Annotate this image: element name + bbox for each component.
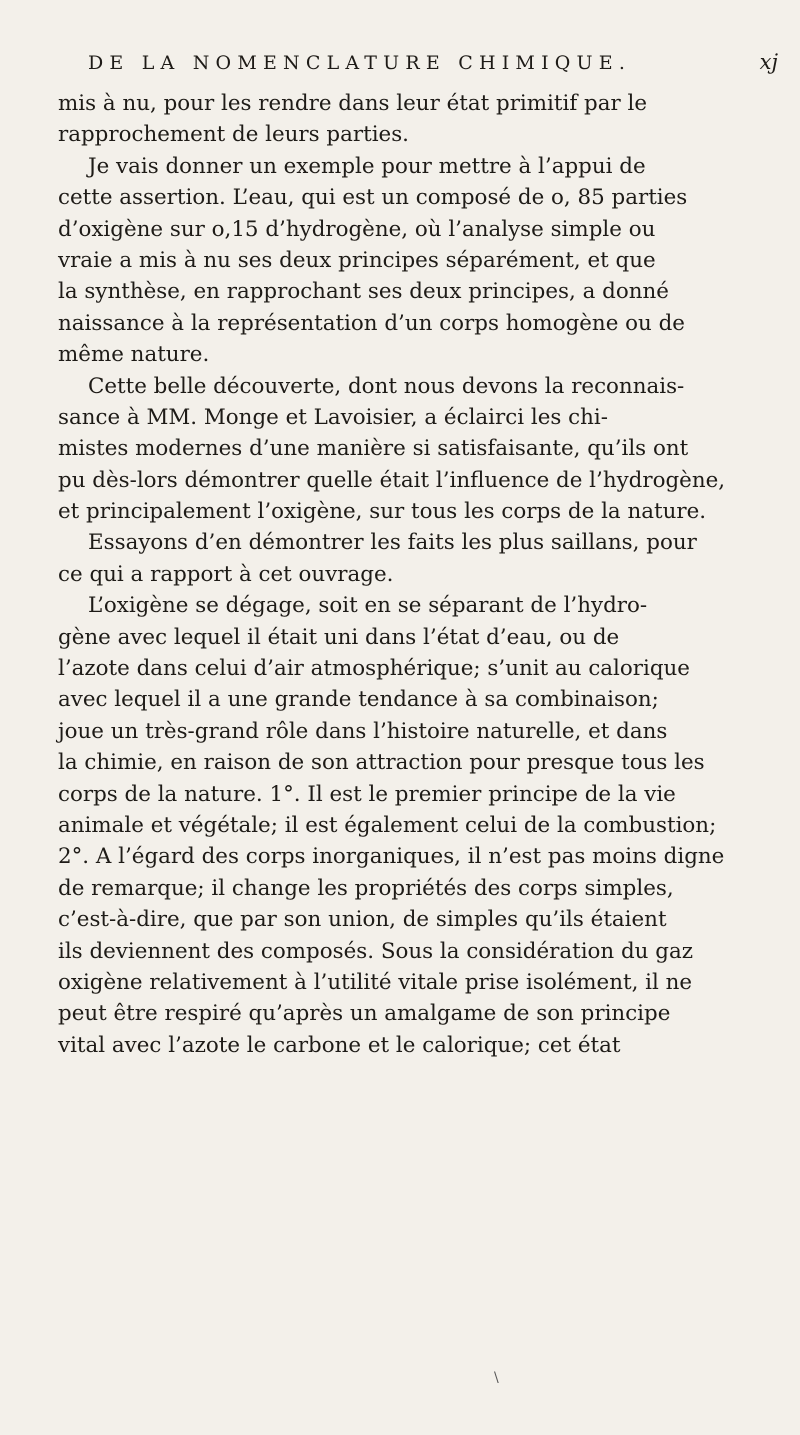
text-line: cette assertion. L’eau, qui est un composé de o, 85 parties	[58, 185, 688, 211]
text-line: et principalement l’oxigène, sur tous les corps de la nature.	[58, 499, 707, 525]
text-line: pu dès-lors démontrer quelle était l’influence de l’hydrogène,	[58, 467, 726, 493]
text-line: la synthèse, en rapprochant ses deux principes, a donné	[58, 279, 669, 305]
text-line: c’est-à-dire, que par son union, de simples qu’ils étaient	[58, 907, 667, 933]
paragraph-start-line: Je vais donner un exemple pour mettre à l’appui de	[88, 153, 646, 179]
stray-print-mark: \	[494, 1370, 499, 1386]
text-line: gène avec lequel il était uni dans l’état d’eau, ou de	[58, 624, 620, 650]
paragraph-start-line: Essayons d’en démontrer les faits les plus saillans, pour	[88, 530, 697, 556]
text-line: même nature.	[58, 342, 210, 368]
paragraph-start-line: L’oxigène se dégage, soit en se séparant de l’hydro-	[88, 593, 648, 619]
text-line: joue un très-grand rôle dans l’histoire naturelle, et dans	[58, 718, 668, 744]
running-title: DE LA NOMENCLATURE CHIMIQUE.	[88, 52, 632, 74]
text-line: sance à MM. Monge et Lavoisier, a éclairci les chi-	[58, 404, 608, 430]
text-line: vraie a mis à nu ses deux principes séparément, et que	[58, 247, 656, 273]
text-line: mis à nu, pour les rendre dans leur état primitif par le	[58, 91, 648, 116]
text-line: mistes modernes d’une manière si satisfaisante, qu’ils ont	[58, 436, 689, 462]
page-number: xj	[759, 50, 778, 74]
text-line: ce qui a rapport à cet ouvrage.	[58, 561, 394, 587]
text-line: d’oxigène sur o,15 d’hydrogène, où l’analyse simple ou	[58, 216, 656, 242]
text-line: ils deviennent des composés. Sous la considération du gaz	[58, 938, 693, 964]
text-line: l’azote dans celui d’air atmosphérique; s’unit au calorique	[58, 656, 690, 682]
text-line: naissance à la représentation d’un corps homogène ou de	[58, 310, 685, 336]
running-head	[88, 52, 778, 82]
text-line: rapprochement de leurs parties.	[58, 122, 409, 148]
paragraph-start-line: Cette belle découverte, dont nous devons la reconnais-	[88, 373, 685, 399]
text-line: peut être respiré qu’après un amalgame de son principe	[58, 1001, 671, 1027]
text-line: oxigène relativement à l’utilité vitale prise isolément, il ne	[58, 969, 693, 995]
text-line: corps de la nature. 1°. Il est le premier principe de la vie	[58, 781, 676, 807]
text-line: de remarque; il change les propriétés des corps simples,	[58, 875, 674, 901]
text-line: la chimie, en raison de son attraction pour presque tous les	[58, 750, 705, 776]
text-line: animale et végétale; il est également celui de la combustion;	[58, 812, 717, 838]
text-line: vital avec l’azote le carbone et le calorique; cet état	[58, 1032, 621, 1058]
text-line: 2°. A l’égard des corps inorganiques, il n’est pas moins digne	[58, 844, 725, 870]
text-line: avec lequel il a une grande tendance à sa combinaison;	[58, 687, 659, 713]
body-text	[58, 88, 770, 1061]
